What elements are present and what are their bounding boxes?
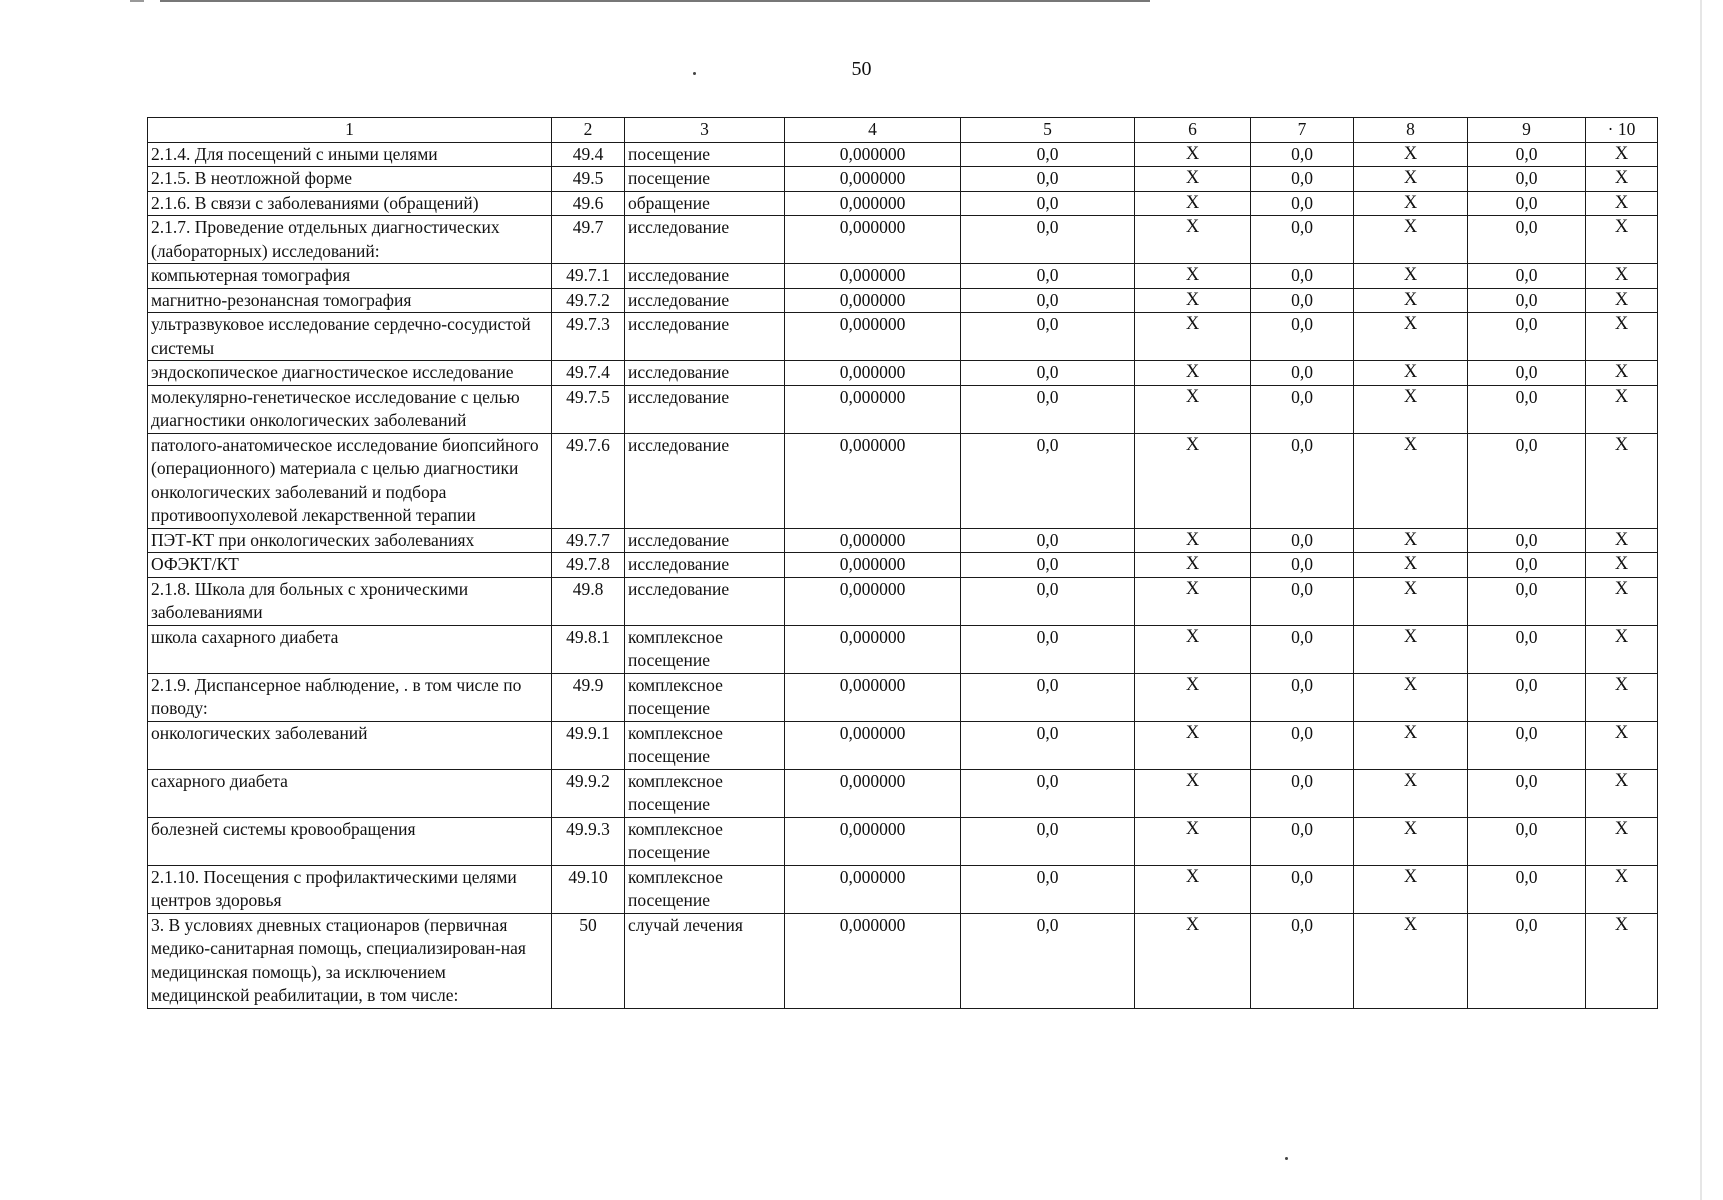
value-cell: 0,000000 bbox=[785, 913, 961, 1008]
x-mark-cell: X bbox=[1586, 577, 1658, 625]
row-code-cell: 49.7.5 bbox=[552, 385, 625, 433]
column-header: 6 bbox=[1135, 118, 1251, 143]
value-cell: 0,000000 bbox=[785, 288, 961, 313]
column-header: 2 bbox=[552, 118, 625, 143]
column-header: 3 bbox=[625, 118, 785, 143]
value-cell: 0,0 bbox=[1251, 553, 1354, 578]
value-cell: 0,000000 bbox=[785, 553, 961, 578]
table-row bbox=[148, 216, 1658, 264]
x-mark-cell: X bbox=[1135, 769, 1251, 817]
row-name-cell: ультразвуковое исследование сердечно-сосудистой системы bbox=[148, 313, 552, 361]
row-unit-cell: исследование bbox=[625, 313, 785, 361]
table-row bbox=[148, 167, 1658, 192]
x-mark-cell: X bbox=[1135, 191, 1251, 216]
row-unit-cell: комплексное посещение bbox=[625, 817, 785, 865]
value-cell: 0,0 bbox=[1468, 142, 1586, 167]
row-name-cell: магнитно-резонансная томография bbox=[148, 288, 552, 313]
row-unit-cell: комплексное посещение bbox=[625, 769, 785, 817]
row-unit-cell: исследование bbox=[625, 361, 785, 386]
value-cell: 0,0 bbox=[1251, 865, 1354, 913]
value-cell: 0,0 bbox=[1251, 385, 1354, 433]
row-name-cell: компьютерная томография bbox=[148, 264, 552, 289]
value-cell: 0,000000 bbox=[785, 625, 961, 673]
value-cell: 0,0 bbox=[961, 553, 1135, 578]
scan-speck bbox=[693, 72, 696, 75]
row-code-cell: 49.7.7 bbox=[552, 528, 625, 553]
value-cell: 0,0 bbox=[1468, 361, 1586, 386]
value-cell: 0,000000 bbox=[785, 313, 961, 361]
row-unit-cell: обращение bbox=[625, 191, 785, 216]
x-mark-cell: X bbox=[1586, 673, 1658, 721]
x-mark-cell: X bbox=[1135, 865, 1251, 913]
value-cell: 0,0 bbox=[1251, 264, 1354, 289]
x-mark-cell: X bbox=[1586, 191, 1658, 216]
x-mark-cell: X bbox=[1135, 216, 1251, 264]
column-header: 8 bbox=[1354, 118, 1468, 143]
row-code-cell: 49.7.6 bbox=[552, 433, 625, 528]
scan-edge bbox=[1700, 0, 1702, 1200]
value-cell: 0,000000 bbox=[785, 528, 961, 553]
value-cell: 0,000000 bbox=[785, 769, 961, 817]
x-mark-cell: X bbox=[1354, 673, 1468, 721]
x-mark-cell: X bbox=[1586, 817, 1658, 865]
x-mark-cell: X bbox=[1354, 433, 1468, 528]
x-mark-cell: X bbox=[1586, 913, 1658, 1008]
x-mark-cell: X bbox=[1586, 865, 1658, 913]
row-name-cell: ПЭТ-КТ при онкологических заболеваниях bbox=[148, 528, 552, 553]
x-mark-cell: X bbox=[1586, 625, 1658, 673]
x-mark-cell: X bbox=[1354, 577, 1468, 625]
row-unit-cell: исследование bbox=[625, 264, 785, 289]
table-row bbox=[148, 913, 1658, 1008]
value-cell: 0,000000 bbox=[785, 264, 961, 289]
value-cell: 0,0 bbox=[1468, 817, 1586, 865]
x-mark-cell: X bbox=[1586, 528, 1658, 553]
value-cell: 0,000000 bbox=[785, 865, 961, 913]
x-mark-cell: X bbox=[1135, 313, 1251, 361]
table-row bbox=[148, 142, 1658, 167]
x-mark-cell: X bbox=[1354, 361, 1468, 386]
value-cell: 0,000000 bbox=[785, 167, 961, 192]
value-cell: 0,000000 bbox=[785, 361, 961, 386]
x-mark-cell: X bbox=[1135, 817, 1251, 865]
row-unit-cell: исследование bbox=[625, 433, 785, 528]
scan-mark bbox=[130, 0, 144, 2]
x-mark-cell: X bbox=[1586, 167, 1658, 192]
value-cell: 0,0 bbox=[1251, 673, 1354, 721]
row-unit-cell: исследование bbox=[625, 528, 785, 553]
value-cell: 0,000000 bbox=[785, 817, 961, 865]
scan-top-line bbox=[160, 0, 1150, 2]
table-row bbox=[148, 528, 1658, 553]
value-cell: 0,0 bbox=[1468, 865, 1586, 913]
value-cell: 0,000000 bbox=[785, 191, 961, 216]
value-cell: 0,0 bbox=[961, 769, 1135, 817]
value-cell: 0,0 bbox=[1251, 817, 1354, 865]
row-unit-cell: комплексное посещение bbox=[625, 721, 785, 769]
value-cell: 0,0 bbox=[1251, 288, 1354, 313]
x-mark-cell: X bbox=[1354, 191, 1468, 216]
value-cell: 0,0 bbox=[1468, 264, 1586, 289]
x-mark-cell: X bbox=[1586, 721, 1658, 769]
x-mark-cell: X bbox=[1135, 361, 1251, 386]
row-code-cell: 49.7.8 bbox=[552, 553, 625, 578]
x-mark-cell: X bbox=[1586, 433, 1658, 528]
x-mark-cell: X bbox=[1135, 385, 1251, 433]
row-name-cell: онкологических заболеваний bbox=[148, 721, 552, 769]
x-mark-cell: X bbox=[1586, 385, 1658, 433]
value-cell: 0,0 bbox=[961, 385, 1135, 433]
value-cell: 0,0 bbox=[1468, 528, 1586, 553]
value-cell: 0,0 bbox=[1251, 167, 1354, 192]
value-cell: 0,0 bbox=[1251, 433, 1354, 528]
table-row bbox=[148, 264, 1658, 289]
table-row bbox=[148, 191, 1658, 216]
value-cell: 0,0 bbox=[1468, 216, 1586, 264]
row-name-cell: 2.1.7. Проведение отдельных диагностических (лабораторных) исследований: bbox=[148, 216, 552, 264]
value-cell: 0,0 bbox=[1468, 721, 1586, 769]
row-name-cell: 3. В условиях дневных стационаров (первичная медико-санитарная помощь, специализирован-ная медицинская помощь), за исключением медицинской реабилитации, в том числе: bbox=[148, 913, 552, 1008]
value-cell: 0,000000 bbox=[785, 433, 961, 528]
x-mark-cell: X bbox=[1135, 288, 1251, 313]
row-unit-cell: комплексное посещение bbox=[625, 625, 785, 673]
row-code-cell: 49.7.2 bbox=[552, 288, 625, 313]
value-cell: 0,0 bbox=[1468, 625, 1586, 673]
value-cell: 0,0 bbox=[1468, 913, 1586, 1008]
table-row bbox=[148, 313, 1658, 361]
x-mark-cell: X bbox=[1586, 288, 1658, 313]
x-mark-cell: X bbox=[1586, 142, 1658, 167]
row-code-cell: 49.10 bbox=[552, 865, 625, 913]
value-cell: 0,0 bbox=[1468, 577, 1586, 625]
value-cell: 0,0 bbox=[1251, 625, 1354, 673]
row-code-cell: 49.4 bbox=[552, 142, 625, 167]
value-cell: 0,0 bbox=[961, 625, 1135, 673]
value-cell: 0,0 bbox=[1251, 142, 1354, 167]
x-mark-cell: X bbox=[1354, 167, 1468, 192]
row-name-cell: 2.1.10. Посещения с профилактическими целями центров здоровья bbox=[148, 865, 552, 913]
row-name-cell: 2.1.8. Школа для больных с хроническими заболеваниями bbox=[148, 577, 552, 625]
column-header: 9 bbox=[1468, 118, 1586, 143]
page-number: 50 bbox=[851, 58, 872, 80]
row-unit-cell: комплексное посещение bbox=[625, 865, 785, 913]
row-name-cell: ОФЭКТ/КТ bbox=[148, 553, 552, 578]
row-unit-cell: исследование bbox=[625, 553, 785, 578]
table-row bbox=[148, 553, 1658, 578]
table-row bbox=[148, 361, 1658, 386]
value-cell: 0,0 bbox=[961, 264, 1135, 289]
row-name-cell: 2.1.4. Для посещений с иными целями bbox=[148, 142, 552, 167]
row-name-cell: школа сахарного диабета bbox=[148, 625, 552, 673]
table-row bbox=[148, 865, 1658, 913]
row-unit-cell: комплексное посещение bbox=[625, 673, 785, 721]
value-cell: 0,000000 bbox=[785, 142, 961, 167]
x-mark-cell: X bbox=[1135, 673, 1251, 721]
data-table bbox=[147, 117, 1658, 1009]
row-code-cell: 49.7.3 bbox=[552, 313, 625, 361]
value-cell: 0,0 bbox=[961, 721, 1135, 769]
x-mark-cell: X bbox=[1354, 913, 1468, 1008]
row-code-cell: 49.9.3 bbox=[552, 817, 625, 865]
row-unit-cell: исследование bbox=[625, 288, 785, 313]
value-cell: 0,0 bbox=[1468, 385, 1586, 433]
row-name-cell: 2.1.9. Диспансерное наблюдение, . в том числе по поводу: bbox=[148, 673, 552, 721]
table-row bbox=[148, 288, 1658, 313]
row-name-cell: молекулярно-генетическое исследование с целью диагностики онкологических заболеваний bbox=[148, 385, 552, 433]
value-cell: 0,0 bbox=[961, 216, 1135, 264]
value-cell: 0,000000 bbox=[785, 216, 961, 264]
x-mark-cell: X bbox=[1135, 433, 1251, 528]
x-mark-cell: X bbox=[1354, 865, 1468, 913]
value-cell: 0,0 bbox=[1468, 191, 1586, 216]
value-cell: 0,0 bbox=[961, 167, 1135, 192]
value-cell: 0,0 bbox=[1251, 721, 1354, 769]
row-unit-cell: посещение bbox=[625, 142, 785, 167]
value-cell: 0,0 bbox=[1251, 361, 1354, 386]
row-unit-cell: исследование bbox=[625, 577, 785, 625]
x-mark-cell: X bbox=[1586, 553, 1658, 578]
row-code-cell: 49.7.1 bbox=[552, 264, 625, 289]
row-unit-cell: исследование bbox=[625, 385, 785, 433]
value-cell: 0,0 bbox=[1251, 313, 1354, 361]
x-mark-cell: X bbox=[1586, 769, 1658, 817]
x-mark-cell: X bbox=[1354, 721, 1468, 769]
value-cell: 0,0 bbox=[1251, 528, 1354, 553]
x-mark-cell: X bbox=[1354, 769, 1468, 817]
row-code-cell: 49.7.4 bbox=[552, 361, 625, 386]
row-name-cell: патолого-анатомическое исследование биопсийного (операционного) материала с целью диагностики онкологических заболеваний и подбора противоопухолевой лекарственной терапии bbox=[148, 433, 552, 528]
x-mark-cell: X bbox=[1135, 264, 1251, 289]
x-mark-cell: X bbox=[1135, 553, 1251, 578]
value-cell: 0,0 bbox=[1468, 553, 1586, 578]
column-header: 5 bbox=[961, 118, 1135, 143]
row-name-cell: болезней системы кровообращения bbox=[148, 817, 552, 865]
value-cell: 0,000000 bbox=[785, 577, 961, 625]
value-cell: 0,0 bbox=[1251, 191, 1354, 216]
value-cell: 0,0 bbox=[1468, 288, 1586, 313]
x-mark-cell: X bbox=[1135, 577, 1251, 625]
x-mark-cell: X bbox=[1135, 721, 1251, 769]
x-mark-cell: X bbox=[1135, 142, 1251, 167]
row-name-cell: 2.1.5. В неотложной форме bbox=[148, 167, 552, 192]
table-row bbox=[148, 673, 1658, 721]
x-mark-cell: X bbox=[1586, 216, 1658, 264]
row-name-cell: 2.1.6. В связи с заболеваниями (обращений) bbox=[148, 191, 552, 216]
row-code-cell: 49.8.1 bbox=[552, 625, 625, 673]
row-code-cell: 50 bbox=[552, 913, 625, 1008]
row-code-cell: 49.9.2 bbox=[552, 769, 625, 817]
value-cell: 0,000000 bbox=[785, 673, 961, 721]
table-row bbox=[148, 577, 1658, 625]
x-mark-cell: X bbox=[1354, 216, 1468, 264]
table-row bbox=[148, 625, 1658, 673]
x-mark-cell: X bbox=[1354, 313, 1468, 361]
row-name-cell: сахарного диабета bbox=[148, 769, 552, 817]
value-cell: 0,000000 bbox=[785, 385, 961, 433]
column-header: 7 bbox=[1251, 118, 1354, 143]
x-mark-cell: X bbox=[1354, 553, 1468, 578]
value-cell: 0,0 bbox=[961, 865, 1135, 913]
value-cell: 0,0 bbox=[1251, 769, 1354, 817]
value-cell: 0,0 bbox=[961, 142, 1135, 167]
column-header: 1 bbox=[148, 118, 552, 143]
x-mark-cell: X bbox=[1135, 167, 1251, 192]
x-mark-cell: X bbox=[1135, 913, 1251, 1008]
table-row bbox=[148, 769, 1658, 817]
x-mark-cell: X bbox=[1354, 142, 1468, 167]
x-mark-cell: X bbox=[1354, 528, 1468, 553]
value-cell: 0,0 bbox=[1468, 673, 1586, 721]
x-mark-cell: X bbox=[1135, 528, 1251, 553]
value-cell: 0,000000 bbox=[785, 721, 961, 769]
x-mark-cell: X bbox=[1135, 625, 1251, 673]
x-mark-cell: X bbox=[1586, 313, 1658, 361]
row-code-cell: 49.5 bbox=[552, 167, 625, 192]
x-mark-cell: X bbox=[1586, 264, 1658, 289]
value-cell: 0,0 bbox=[1251, 216, 1354, 264]
value-cell: 0,0 bbox=[961, 577, 1135, 625]
x-mark-cell: X bbox=[1354, 817, 1468, 865]
x-mark-cell: X bbox=[1354, 385, 1468, 433]
table-row bbox=[148, 433, 1658, 528]
value-cell: 0,0 bbox=[1468, 167, 1586, 192]
value-cell: 0,0 bbox=[1468, 769, 1586, 817]
table-row bbox=[148, 817, 1658, 865]
row-unit-cell: исследование bbox=[625, 216, 785, 264]
value-cell: 0,0 bbox=[1468, 313, 1586, 361]
table-row bbox=[148, 385, 1658, 433]
x-mark-cell: X bbox=[1354, 264, 1468, 289]
value-cell: 0,0 bbox=[961, 191, 1135, 216]
value-cell: 0,0 bbox=[961, 817, 1135, 865]
value-cell: 0,0 bbox=[961, 913, 1135, 1008]
row-unit-cell: случай лечения bbox=[625, 913, 785, 1008]
value-cell: 0,0 bbox=[961, 528, 1135, 553]
scan-speck bbox=[1285, 1157, 1288, 1160]
row-unit-cell: посещение bbox=[625, 167, 785, 192]
value-cell: 0,0 bbox=[1468, 433, 1586, 528]
value-cell: 0,0 bbox=[961, 673, 1135, 721]
x-mark-cell: X bbox=[1354, 625, 1468, 673]
table-row bbox=[148, 721, 1658, 769]
value-cell: 0,0 bbox=[1251, 577, 1354, 625]
column-header: 4 bbox=[785, 118, 961, 143]
value-cell: 0,0 bbox=[961, 361, 1135, 386]
row-name-cell: эндоскопическое диагностическое исследование bbox=[148, 361, 552, 386]
x-mark-cell: X bbox=[1354, 288, 1468, 313]
x-mark-cell: X bbox=[1586, 361, 1658, 386]
row-code-cell: 49.9.1 bbox=[552, 721, 625, 769]
row-code-cell: 49.6 bbox=[552, 191, 625, 216]
row-code-cell: 49.9 bbox=[552, 673, 625, 721]
column-header: · 10 bbox=[1586, 118, 1658, 143]
value-cell: 0,0 bbox=[961, 433, 1135, 528]
value-cell: 0,0 bbox=[1251, 913, 1354, 1008]
row-code-cell: 49.7 bbox=[552, 216, 625, 264]
value-cell: 0,0 bbox=[961, 313, 1135, 361]
value-cell: 0,0 bbox=[961, 288, 1135, 313]
header-row bbox=[148, 118, 1658, 143]
row-code-cell: 49.8 bbox=[552, 577, 625, 625]
